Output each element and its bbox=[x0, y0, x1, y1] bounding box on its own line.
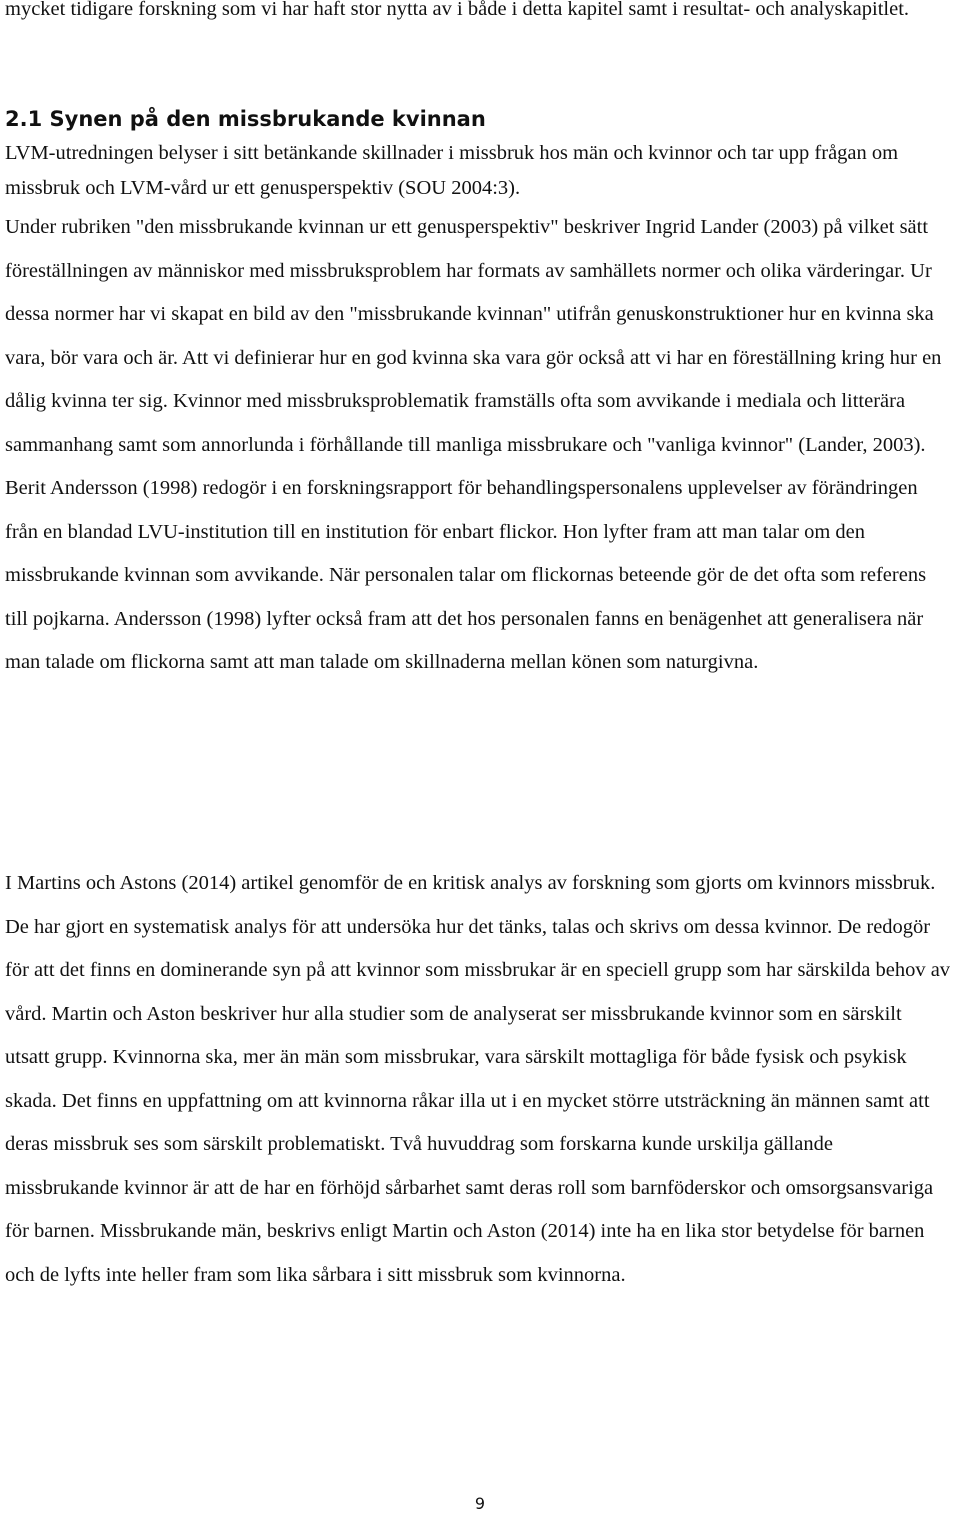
paragraph-body-text: Under rubriken "den missbrukande kvinnan ur ett genusperspektiv" beskriver Ingrid Lander (2003) på vilket sätt föreställningen av människor med missbruksproblem har formats av samhällets normer och olika värderingar. Ur dessa normer har vi skapat en bild av den "missbrukande kvinnan" utifrån genuskonstruktioner hur en kvinna ska vara, bör vara och är. Att vi definierar hur en god kvinna ska vara gör också att vi har en föreställning kring hur en dålig kvinna ter sig. Kvinnor med missbruksproblematik framställs ofta som avvikande i mediala och litterära sammanhang samt som annorlunda i förhållande till manliga missbrukare och "vanliga kvinnor" (Lander, 2003). Berit Andersson (1998) redogör i en forskningsrapport för behandlingspersonalens upplevelser av förändringen från en blandad LVU-institution till en institution för enbart flickor. Hon lyfter fram att man talar om den missbrukande kvinnan som avvikande. När personalen talar om flickornas beteende gör de det ofta som referens till pojkarna. Andersson (1998) lyfter också fram att det hos personalen fanns en benägenhet att generalisera när man talade om flickorna samt att man talade om skillnaderna mellan könen som naturgivna. bbox=[5, 216, 942, 673]
paragraph-lander bbox=[5, 136, 951, 685]
intro-paragraph: mycket tidigare forskning som vi har haft stor nytta av i både i detta kapitel samt i resultat- och analyskapitlet. bbox=[5, 0, 910, 20]
page-number: 9 bbox=[474, 1494, 486, 1513]
section-heading: 2.1 Synen på den missbrukande kvinnan bbox=[5, 107, 486, 131]
paragraph-lead-text: LVM-utredningen belyser i sitt betänkande skillnader i missbruk hos män och kvinnor och tar upp frågan om missbruk och LVM-vård ur ett genusperspektiv (SOU 2004:3). bbox=[5, 142, 899, 199]
paragraph-martin-aston: I Martins och Astons (2014) artikel genomför de en kritisk analys av forskning som gjorts om kvinnors missbruk. De har gjort en systematisk analys för att undersöka hur det tänks, talas och skrivs om dessa kvinnor. De redogör för att det finns en dominerande syn på att kvinnor som missbrukar är en speciell grupp som har särskilda behov av vård. Martin och Aston beskriver hur alla studier som de analyserat ser missbrukande kvinnor som en särskilt utsatt grupp. Kvinnorna ska, mer än män som missbrukar, vara särskilt mottagliga för både fysisk och psykisk skada. Det finns en uppfattning om att kvinnorna råkar illa ut i en mycket större utsträckning än männen samt att deras missbruk ses som särskilt problematiskt. Två huvuddrag som forskarna kunde urskilja gällande missbrukande kvinnor är att de har en förhöjd sårbarhet samt deras roll som barnföderskor och omsorgsansvariga för barnen. Missbrukande män, beskrivs enligt Martin och Aston (2014) inte ha en lika stor betydelse för barnen och de lyfts inte heller fram som lika sårbara i sitt missbruk som kvinnorna. bbox=[5, 872, 951, 1286]
